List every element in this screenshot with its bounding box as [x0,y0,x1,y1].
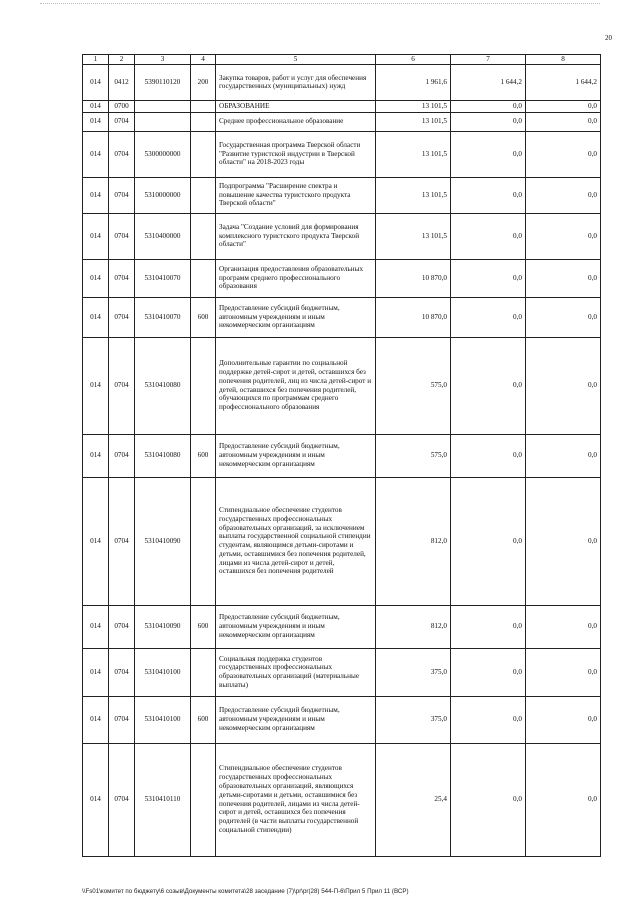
table-row [83,213,601,259]
amount-year3-cell: 0,0 [526,696,601,743]
table-row [83,177,601,213]
amount-year1-cell: 375,0 [376,648,451,696]
column-number: 8 [526,55,601,65]
section-code-cell: 0704 [109,337,135,434]
expense-type-cell [191,259,216,297]
table-row [83,100,601,112]
amount-year1-cell: 10 870,0 [376,297,451,337]
amount-year3-cell: 0,0 [526,131,601,177]
amount-year3-cell: 0,0 [526,112,601,131]
target-article-cell: 5310410080 [135,337,191,434]
amount-year2-cell: 0,0 [451,213,526,259]
description-cell: Подпрограмма "Расширение спектра и повышение качества туристского продукта Тверской области" [216,177,376,213]
admin-code-cell: 014 [83,337,109,434]
amount-year1-cell: 812,0 [376,477,451,605]
expense-type-cell: 600 [191,696,216,743]
table-row [83,337,601,434]
section-code-cell: 0704 [109,743,135,856]
column-number: 7 [451,55,526,65]
admin-code-cell: 014 [83,100,109,112]
admin-code-cell: 014 [83,648,109,696]
column-number-row [83,55,601,65]
target-article-cell: 5310400000 [135,213,191,259]
amount-year3-cell: 0,0 [526,434,601,477]
amount-year1-cell: 575,0 [376,337,451,434]
amount-year2-cell: 0,0 [451,696,526,743]
table-row [83,648,601,696]
amount-year1-cell: 1 961,6 [376,64,451,100]
table-body [83,64,601,856]
section-code-cell: 0704 [109,259,135,297]
expense-type-cell: 200 [191,64,216,100]
admin-code-cell: 014 [83,605,109,648]
amount-year3-cell: 0,0 [526,605,601,648]
amount-year1-cell: 375,0 [376,696,451,743]
amount-year3-cell: 0,0 [526,259,601,297]
expense-type-cell [191,131,216,177]
description-cell: Социальная поддержка студентов государственных профессиональных образовательных организаций (материальные выплаты) [216,648,376,696]
amount-year2-cell: 1 644,2 [451,64,526,100]
amount-year3-cell: 0,0 [526,297,601,337]
column-number: 1 [83,55,109,65]
column-number: 4 [191,55,216,65]
expense-type-cell: 600 [191,434,216,477]
target-article-cell: 5310410080 [135,434,191,477]
admin-code-cell: 014 [83,297,109,337]
amount-year1-cell: 25,4 [376,743,451,856]
amount-year3-cell: 0,0 [526,648,601,696]
scan-artifact-line [40,3,600,5]
target-article-cell: 5310410110 [135,743,191,856]
table-row [83,696,601,743]
amount-year2-cell: 0,0 [451,648,526,696]
section-code-cell: 0704 [109,112,135,131]
admin-code-cell: 014 [83,477,109,605]
amount-year2-cell: 0,0 [451,100,526,112]
file-path-footer: \\Fs01\комитет по бюджету\6 созыв\Документы комитета\28 заседание (7)\pr\pr(28) 544-П-6\Прил 5 Прил 11 (ВСР) [82,888,409,895]
section-code-cell: 0704 [109,477,135,605]
amount-year2-cell: 0,0 [451,337,526,434]
amount-year1-cell: 10 870,0 [376,259,451,297]
target-article-cell: 5310410100 [135,696,191,743]
table-row [83,131,601,177]
amount-year3-cell: 0,0 [526,100,601,112]
amount-year1-cell: 13 101,5 [376,213,451,259]
expense-type-cell [191,648,216,696]
table-row [83,297,601,337]
description-cell: Предоставление субсидий бюджетным, автономным учреждениям и иным некоммерческим организациям [216,605,376,648]
target-article-cell: 5310410070 [135,259,191,297]
admin-code-cell: 014 [83,259,109,297]
table-row [83,434,601,477]
table-row [83,477,601,605]
target-article-cell: 5310410090 [135,605,191,648]
expense-type-cell [191,477,216,605]
description-cell: Государственная программа Тверской области "Развитие туристской индустрии в Тверской области" на 2018-2023 годы [216,131,376,177]
admin-code-cell: 014 [83,696,109,743]
amount-year1-cell: 13 101,5 [376,100,451,112]
amount-year3-cell: 0,0 [526,177,601,213]
section-code-cell: 0704 [109,131,135,177]
amount-year1-cell: 13 101,5 [376,131,451,177]
amount-year1-cell: 575,0 [376,434,451,477]
amount-year3-cell: 0,0 [526,337,601,434]
table-row [83,112,601,131]
description-cell: Задача "Создание условий для формирования комплексного туристского продукта Тверской области" [216,213,376,259]
amount-year1-cell: 13 101,5 [376,112,451,131]
amount-year2-cell: 0,0 [451,177,526,213]
section-code-cell: 0704 [109,605,135,648]
amount-year2-cell: 0,0 [451,605,526,648]
expense-type-cell [191,112,216,131]
amount-year2-cell: 0,0 [451,131,526,177]
admin-code-cell: 014 [83,434,109,477]
admin-code-cell: 014 [83,213,109,259]
page-number: 20 [605,34,612,42]
section-code-cell: 0704 [109,696,135,743]
expense-type-cell [191,177,216,213]
section-code-cell: 0704 [109,297,135,337]
description-cell: Стипендиальное обеспечение студентов государственных профессиональных образовательных организаций, являющихся детьми-сиротами и детьми, оставшимися без попечения родителей, лицами из числа детей-сирот и детей, оставшихся без попечения родителей (в части выплаты государственной социальной стипендии) [216,743,376,856]
description-cell: Дополнительные гарантии по социальной поддержке детей-сирот и детей, оставшихся без попечения родителей, лиц из числа детей-сирот и детей, оставшихся без попечения родителей, обучающихся по программам среднего профессионального образования [216,337,376,434]
expense-type-cell: 600 [191,605,216,648]
description-cell: Организация предоставления образовательных программ среднего профессионального образования [216,259,376,297]
description-cell: Закупка товаров, работ и услуг для обеспечения государственных (муниципальных) нужд [216,64,376,100]
amount-year2-cell: 0,0 [451,297,526,337]
description-cell: Предоставление субсидий бюджетным, автономным учреждениям и иным некоммерческим организациям [216,297,376,337]
admin-code-cell: 014 [83,177,109,213]
section-code-cell: 0704 [109,213,135,259]
column-number: 2 [109,55,135,65]
description-cell: Предоставление субсидий бюджетным, автономным учреждениям и иным некоммерческим организациям [216,696,376,743]
expense-type-cell [191,100,216,112]
section-code-cell: 0704 [109,648,135,696]
amount-year2-cell: 0,0 [451,259,526,297]
column-number: 3 [135,55,191,65]
amount-year1-cell: 13 101,5 [376,177,451,213]
budget-table [82,54,601,857]
target-article-cell: 5310000000 [135,177,191,213]
target-article-cell: 5310410090 [135,477,191,605]
target-article-cell: 5300000000 [135,131,191,177]
expense-type-cell [191,743,216,856]
column-number: 5 [216,55,376,65]
admin-code-cell: 014 [83,64,109,100]
admin-code-cell: 014 [83,131,109,177]
amount-year2-cell: 0,0 [451,743,526,856]
admin-code-cell: 014 [83,743,109,856]
section-code-cell: 0412 [109,64,135,100]
amount-year2-cell: 0,0 [451,434,526,477]
table-row [83,64,601,100]
target-article-cell [135,112,191,131]
target-article-cell [135,100,191,112]
amount-year3-cell: 0,0 [526,213,601,259]
target-article-cell: 5310410070 [135,297,191,337]
amount-year3-cell: 0,0 [526,477,601,605]
expense-type-cell [191,337,216,434]
section-code-cell: 0704 [109,177,135,213]
expense-type-cell: 600 [191,297,216,337]
amount-year3-cell: 1 644,2 [526,64,601,100]
table-row [83,605,601,648]
target-article-cell: 5310410100 [135,648,191,696]
description-cell: Стипендиальное обеспечение студентов государственных профессиональных образовательных организаций, за исключением выплаты государственной социальной стипендии студентам, являющимся детьми-сиротами и детьми, оставшимися без попечения родителей, лицами из числа детей-сирот и детей, оставшихся без попечения родителей [216,477,376,605]
amount-year1-cell: 812,0 [376,605,451,648]
section-code-cell: 0704 [109,434,135,477]
amount-year2-cell: 0,0 [451,112,526,131]
expense-type-cell [191,213,216,259]
table-row [83,743,601,856]
description-cell: Предоставление субсидий бюджетным, автономным учреждениям и иным некоммерческим организациям [216,434,376,477]
amount-year2-cell: 0,0 [451,477,526,605]
column-number: 6 [376,55,451,65]
description-cell: ОБРАЗОВАНИЕ [216,100,376,112]
table-row [83,259,601,297]
description-cell: Среднее профессиональное образование [216,112,376,131]
amount-year3-cell: 0,0 [526,743,601,856]
section-code-cell: 0700 [109,100,135,112]
target-article-cell: 5390110120 [135,64,191,100]
admin-code-cell: 014 [83,112,109,131]
